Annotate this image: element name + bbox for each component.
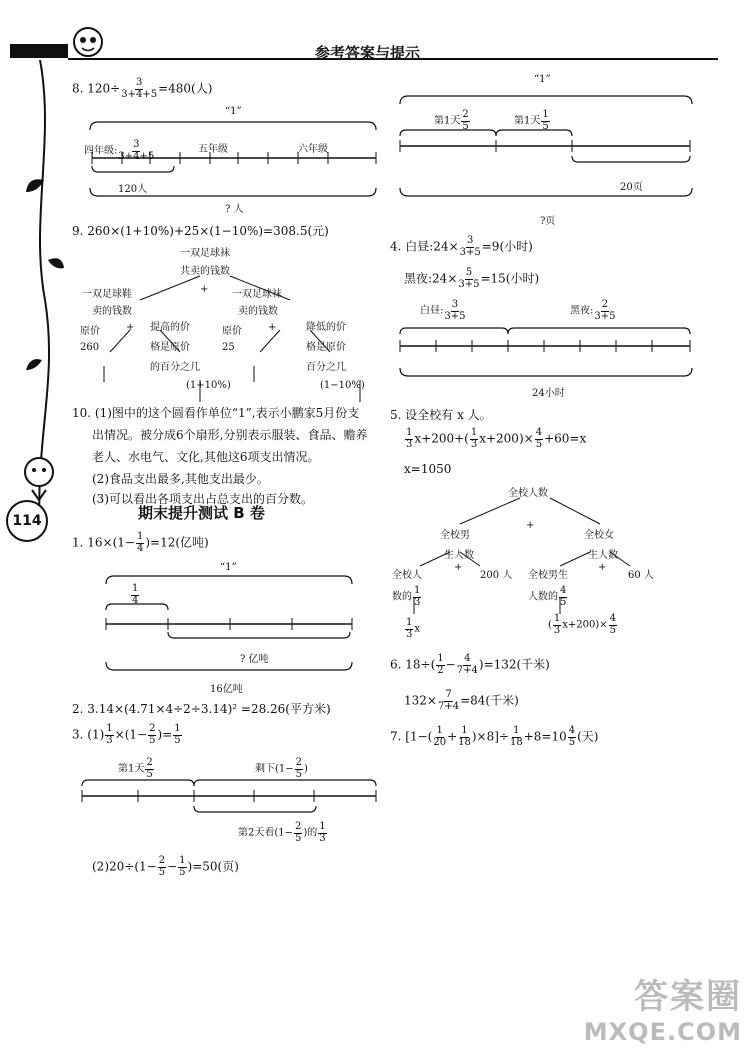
b1-unknown-label: ? 亿吨 xyxy=(240,654,269,665)
q8-unit-label: “1” xyxy=(225,106,242,117)
q6-line-2: 132× $\frac{7}{7+4}$ =84(千米) xyxy=(404,689,519,712)
q4-day-formula: 4. 白昼:24× $\frac{3}{3+5}$ =9(小时) xyxy=(390,235,533,258)
header-bar xyxy=(10,44,68,58)
q4-night-formula: 黑夜:24× $\frac{5}{3+5}$ =15(小时) xyxy=(404,267,540,290)
b1-known-label: 16亿吨 xyxy=(210,684,243,695)
q4-total-label: 24小时 xyxy=(532,388,565,399)
q10-line-5: (3)可以看出各项支出占总支出的百分数。 xyxy=(92,492,313,506)
b1-formula: 1. 16×(1− $\frac{1}{4}$ )=12(亿吨) xyxy=(72,531,209,554)
q9-orig-2: 原价 xyxy=(222,326,242,337)
q5-leaf-1: $\frac{1}{3}$ x xyxy=(406,617,421,640)
q5-boys-2: 生人数 xyxy=(444,550,474,561)
q9-raise-val: (1+10%) xyxy=(186,380,231,391)
q5-tree-lines xyxy=(400,494,690,634)
q5-all-1: 全校人 xyxy=(392,570,422,581)
q9-orig-val-1: 260 xyxy=(80,342,100,353)
q9-orig-val-2: 25 xyxy=(222,342,235,353)
q5-plus-3: + xyxy=(598,562,607,573)
page-number: 114 xyxy=(6,500,48,542)
b3-rest-label: 剩下(1− $\frac{2}{5}$ ) xyxy=(255,757,308,780)
q9-raise-3: 的百分之几 xyxy=(150,362,200,373)
q9-plus-2: + xyxy=(126,322,135,333)
r-top-unit-label: “1” xyxy=(534,74,551,85)
q5-c60: 60 人 xyxy=(628,570,654,581)
q5-equation: $\frac{1}{3}$ x+200+( $\frac{1}{3}$ x+200)× $\frac{4}{5}$ +60=x xyxy=(406,427,587,450)
q9-root-2: 共卖的钱数 xyxy=(180,266,230,277)
q8-grade6-label: 六年级 xyxy=(298,144,328,155)
q9-drop-val: (1−10%) xyxy=(320,380,365,391)
q8-unknown-label: ? 人 xyxy=(225,204,244,215)
q10-line-4: (2)食品支出最多,其他支出最少。 xyxy=(92,472,269,486)
b3-day2-label: 第2天看(1− $\frac{2}{5}$ )的 $\frac{1}{3}$ xyxy=(238,821,326,844)
q9-drop-1: 降低的价 xyxy=(306,322,346,333)
q5-c200: 200 人 xyxy=(480,570,513,581)
q9-drop-3: 百分之几 xyxy=(306,362,346,373)
q9-raise-1: 提高的价 xyxy=(150,322,190,333)
r-top-day2-label: 第1天 $\frac{1}{5}$ xyxy=(514,109,549,132)
q9-root-1: 一双足球袜 xyxy=(180,248,230,259)
q9-socks-1: 一双足球袜 xyxy=(232,289,282,300)
q4-day-label: 白昼: $\frac{3}{3+5}$ xyxy=(420,299,466,322)
q5-intro: 5. 设全校有 x 人。 xyxy=(390,408,492,422)
q9-orig-1: 原价 xyxy=(80,326,100,337)
q6-line-1: 6. 18÷( $\frac{1}{2}$ − $\frac{4}{7+4}$ )=132(千米) xyxy=(390,653,550,676)
q9-plus: + xyxy=(200,284,209,295)
q9-shoes-2: 卖的钱数 xyxy=(92,306,132,317)
q8-grade5-label: 五年级 xyxy=(198,144,228,155)
q10-line-2: 出情况。被分成6个扇形,分别表示服装、食品、赡养 xyxy=(92,428,368,442)
b1-segment-diagram xyxy=(104,574,356,694)
q4-segment-diagram xyxy=(398,324,694,384)
q9-drop-2: 格是原价 xyxy=(306,342,346,353)
b3-part2-formula: (2)20÷(1− $\frac{2}{5}$ − $\frac{1}{5}$ )=50(页) xyxy=(92,855,239,878)
q9-raise-2: 格是原价 xyxy=(150,342,190,353)
q5-boys-all-1: 全校男生 xyxy=(528,570,568,581)
r-top-day1-label: 第1天 $\frac{2}{5}$ xyxy=(434,109,469,132)
q5-plus-2: + xyxy=(454,562,463,573)
q9-socks-2: 卖的钱数 xyxy=(238,306,278,317)
q9-plus-3: + xyxy=(268,322,277,333)
b3-formula: 3. (1) $\frac{1}{3}$ ×(1− $\frac{2}{5}$ )= $\frac{1}{5}$ xyxy=(72,723,181,746)
q9-shoes-1: 一双足球鞋 xyxy=(82,289,132,300)
lion-mascot-icon xyxy=(14,452,64,502)
q8-formula: 8. 120÷ $\frac{3}{3+4+5}$ =480(人) xyxy=(72,77,213,100)
b3-day1-label: 第1天 $\frac{2}{5}$ xyxy=(118,757,153,780)
q5-all-2: 数的 $\frac{1}{3}$ xyxy=(392,585,421,608)
q4-night-label: 黑夜: $\frac{2}{3+5}$ xyxy=(570,299,616,322)
q5-leaf-2: ( $\frac{1}{3}$ x+200)× $\frac{4}{5}$ xyxy=(548,613,617,636)
page-title: 参考答案与提示 xyxy=(315,44,421,62)
watermark-logo: 答案圈 MXQE.COM xyxy=(583,977,742,1046)
b1-unit-label: “1” xyxy=(220,562,237,573)
q5-answer: x=1050 xyxy=(404,462,452,476)
q5-plus: + xyxy=(526,520,535,531)
q10-line-3: 老人、水电气、文化,其他这6项支出情况。 xyxy=(92,450,320,464)
b3-segment-diagram xyxy=(80,776,380,826)
q8-grade4-label: 四年级: $\frac{3}{3+4+5}$ xyxy=(84,139,155,162)
mascot-icon xyxy=(68,20,108,60)
q5-root: 全校人数 xyxy=(508,488,548,499)
r-top-known-label: 20页 xyxy=(620,182,643,193)
r-top-unknown-label: ?页 xyxy=(540,216,556,227)
b2-formula: 2. 3.14×(4.71×4÷2÷3.14)² =28.26(平方米) xyxy=(72,702,331,716)
q10-line-1: 10. (1)图中的这个圆看作单位“1”,表示小鹏家5月份支 xyxy=(72,406,360,420)
q5-girls-1: 全校女 xyxy=(584,530,614,541)
q5-boys-all-2: 人数的 $\frac{4}{5}$ xyxy=(528,585,567,608)
q5-girls-2: 生人数 xyxy=(588,550,618,561)
section-title: 期末提升测试 B 卷 xyxy=(138,504,265,522)
q9-formula: 9. 260×(1+10%)+25×(1−10%)=308.5(元) xyxy=(72,224,329,238)
q7-formula: 7. [1−( $\frac{1}{20}$ + $\frac{1}{18}$ )×8]÷ $\frac{1}{18}$ +8=10 $\frac{4}{5}$ (天) xyxy=(390,725,599,748)
b1-quarter-label: $\frac{1}{4}$ xyxy=(132,583,139,606)
q8-known-label: 120人 xyxy=(118,184,148,195)
q5-boys-1: 全校男 xyxy=(440,530,470,541)
